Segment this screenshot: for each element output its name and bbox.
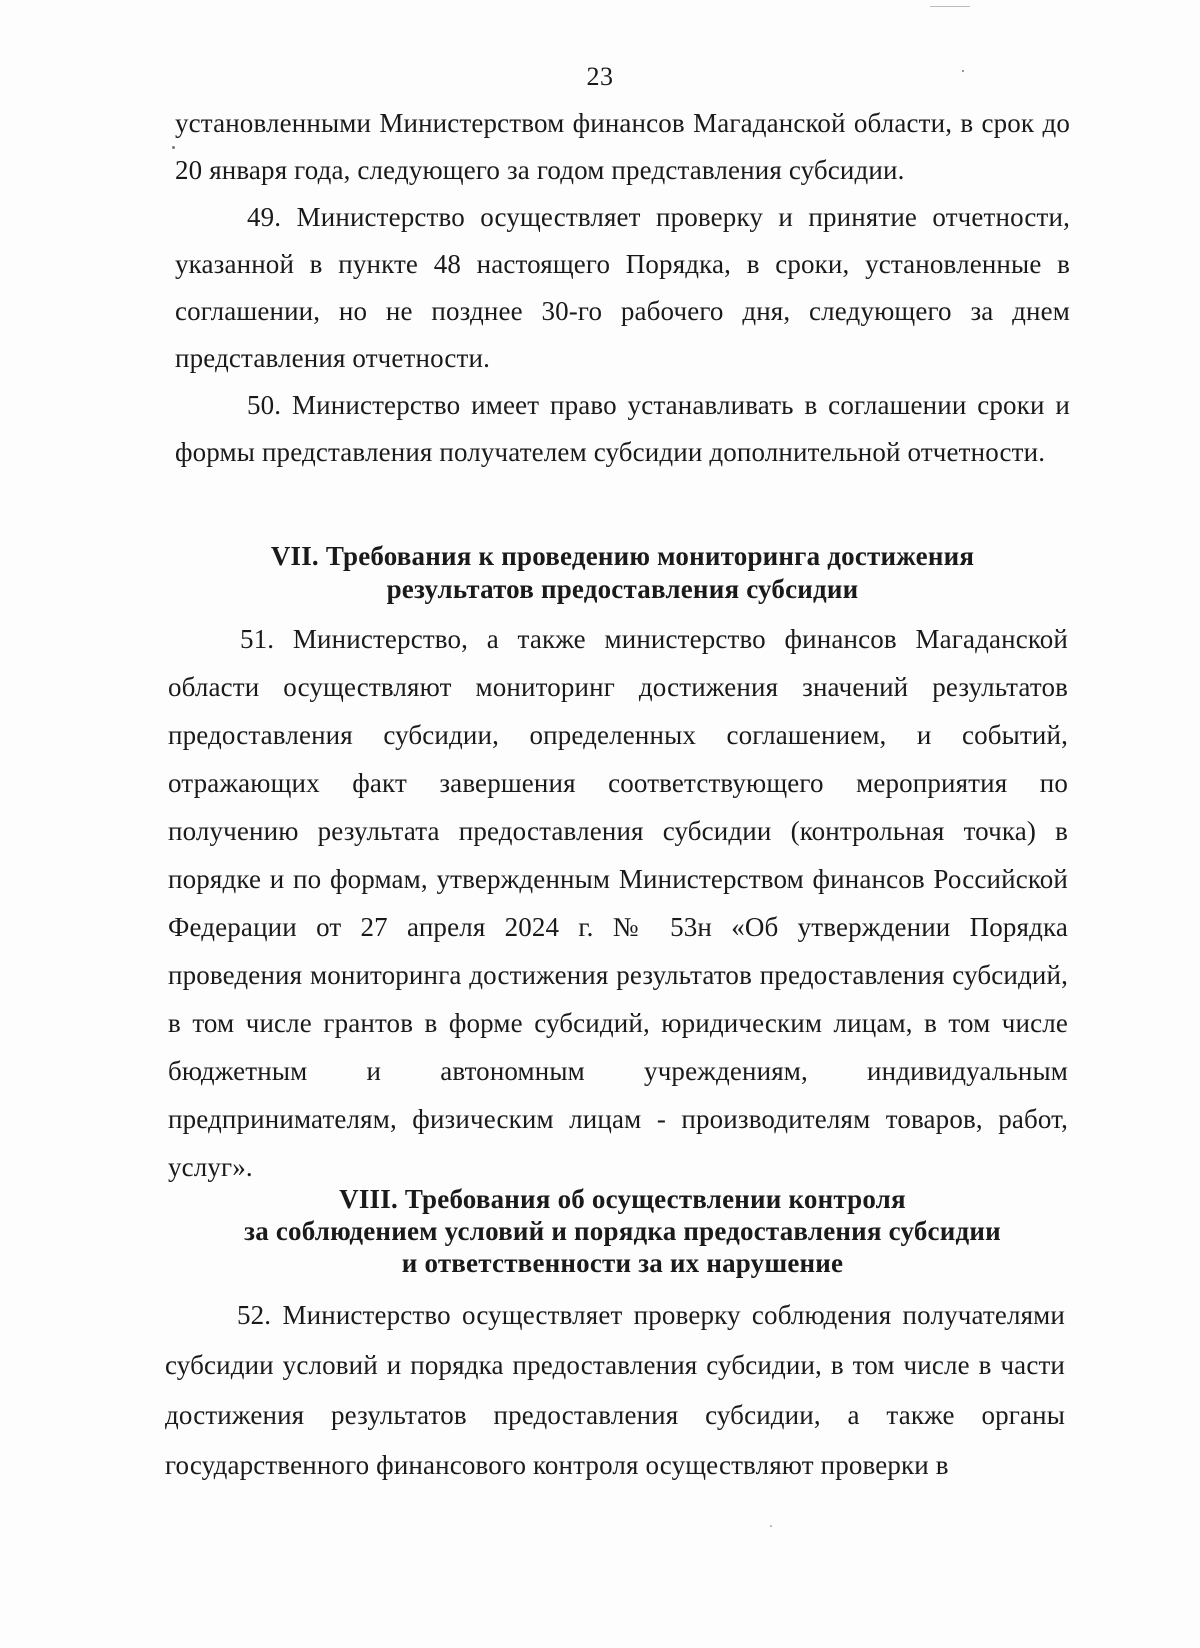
section-heading-viii [175, 1183, 1070, 1279]
paragraph-continuation: установленными Министерством финансов Магаданской области, в срок до 20 января года, следующего за годом представления субсидии. [175, 108, 1070, 185]
paragraph-49: 49. Министерство осуществляет проверку и принятие отчетности, указанной в пункте 48 настоящего Порядка, в сроки, установленные в соглашении, но не позднее 30-го рабочего дня, следующего за днем представления отчетности. [175, 202, 1070, 373]
section-heading-vii-line1: VII. Требования к проведению мониторинга достижения [270, 541, 975, 571]
paragraph-51: 51. Министерство, а также министерство финансов Магаданской области осуществляют мониторинг достижения значений результатов предоставления субсидии, определенных соглашением, и событий, отражающих факт завершения соответствующего мероприятия по получению результата предоставления субсидии (контрольная точка) в порядке и по формам, утвержденным Министерством финансов Российской Федерации от 27 апреля 2024 г. № 53н «Об утверждении Порядка проведения мониторинга достижения результатов предоставления субсидий, в том числе грантов в форме субсидий, юридическим лицам, в том числе бюджетным и автономным учреждениям, индивидуальным предпринимателям, физическим лицам - производителям товаров, работ, услуг». [168, 624, 1068, 1182]
section-heading-viii-line2: за соблюдением условий и порядка предоставления субсидии [244, 1216, 1001, 1246]
section-heading-viii-line3: и ответственности за их нарушение [401, 1248, 844, 1278]
section-heading-viii-line1: VIII. Требования об осуществлении контроля [339, 1184, 906, 1214]
scan-speck [770, 1525, 772, 1527]
text-block-section-viii [165, 1290, 1065, 1490]
scan-speck [930, 6, 970, 7]
scan-speck [962, 70, 964, 72]
section-heading-vii [175, 540, 1070, 606]
scan-speck [172, 146, 175, 149]
text-block-top [175, 100, 1070, 476]
page-number: 23 [586, 62, 614, 91]
text-block-section-vii [168, 615, 1068, 1191]
paragraph-52: 52. Министерство осуществляет проверку соблюдения получателями субсидии условий и порядка предоставления субсидии, в том числе в части достижения результатов предоставления субсидии, а также органы государственного финансового контроля осуществляют проверки в [165, 1300, 1065, 1480]
paragraph-50: 50. Министерство имеет право устанавливать в соглашении сроки и формы представления получателем субсидии дополнительной отчетности. [175, 390, 1070, 467]
section-heading-vii-line2: результатов предоставления субсидии [386, 574, 859, 604]
